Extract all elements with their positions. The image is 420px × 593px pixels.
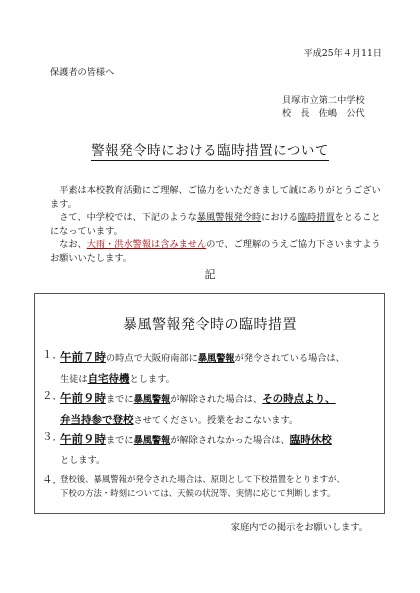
p2-text-e: をとることになっています。	[50, 212, 381, 237]
item3-storm: 暴風警報	[133, 435, 171, 446]
body-paragraph-3	[50, 238, 386, 265]
item-number: ４．	[42, 474, 63, 486]
item2-from-then: その時点より、	[262, 393, 336, 405]
item1-text-e: 生徒は	[60, 374, 88, 385]
item2-time: 午前９時	[60, 391, 106, 405]
item3-closed: 臨時休校	[289, 434, 332, 446]
principal-name: 校 長 佐嶋 公代	[282, 108, 365, 119]
body-paragraph-2	[50, 211, 386, 238]
item4-line-1: 登校後、暴風警報が発令された場合は、原則として下校措置をとりますが、	[60, 474, 345, 484]
item3-text-b: までに	[106, 435, 134, 446]
measure-item-4	[42, 472, 377, 500]
item4-line-2: 下校の方法・時刻については、天候の状況等、実情に応じて判断します。	[60, 488, 336, 498]
body-paragraphs	[50, 184, 386, 266]
item-number: ３．	[42, 431, 63, 443]
item2-storm: 暴風警報	[133, 394, 171, 405]
p2-highlight-storm: 暴風警報発令時	[196, 212, 262, 224]
body-paragraph-1: 平素は本校教育活動にご理解、ご協力をいただきまして誠にありがとうございます。	[50, 185, 381, 210]
p2-text-c: における	[261, 212, 298, 224]
p2-highlight-measure: 臨時措置	[297, 212, 335, 224]
item1-text-g: とします。	[129, 374, 175, 385]
measures-box-title: 暴風警報発令時の臨時措置	[123, 317, 297, 333]
item2-text-b: までに	[106, 394, 134, 405]
item1-storm: 暴風警報	[197, 353, 235, 364]
item1-text-b: の時点で大阪府南部に	[106, 353, 198, 364]
item2-come-with-lunch: 弁当持参で登校	[60, 414, 134, 426]
item1-time: 午前７時	[60, 350, 106, 364]
measure-item-3	[42, 429, 377, 471]
item3-time: 午前９時	[60, 432, 106, 446]
item-number: ２．	[42, 390, 63, 402]
p3-highlight-exclusion: 大雨・洪水警報は含みません	[86, 239, 207, 251]
item3-text-d: が解除されなかった場合は、	[170, 435, 290, 446]
item2-text-d: が解除された場合は、	[170, 394, 263, 405]
item2-text-g: させてください。授業をおこないます。	[133, 415, 299, 426]
measure-item-1	[42, 347, 377, 390]
measure-item-2	[42, 388, 377, 431]
school-name: 貝塚市立第二中学校	[282, 95, 365, 106]
document-date: 平成25年４月11日	[303, 48, 382, 59]
footer-note: 家庭内での掲示をお願いします。	[230, 522, 368, 533]
p2-text-a: さて、中学校では、下記のような	[59, 212, 197, 224]
item1-text-d: が発令されている場合は、	[234, 353, 345, 364]
document-title-text: 警報発令時における臨時措置について	[91, 143, 329, 159]
p3-text-c: ので、ご理解のうえご協力下さいますようお願いいたします。	[50, 239, 381, 264]
document-title	[0, 139, 420, 159]
item3-text-f: とします。	[60, 455, 106, 466]
recipient-line: 保護者の皆様へ	[50, 67, 115, 78]
item1-home: 自宅待機	[87, 373, 130, 385]
p3-text-a: なお、	[59, 239, 87, 251]
sender-block	[282, 94, 365, 120]
item-number: １．	[42, 349, 63, 361]
ki-heading: 記	[204, 268, 216, 281]
